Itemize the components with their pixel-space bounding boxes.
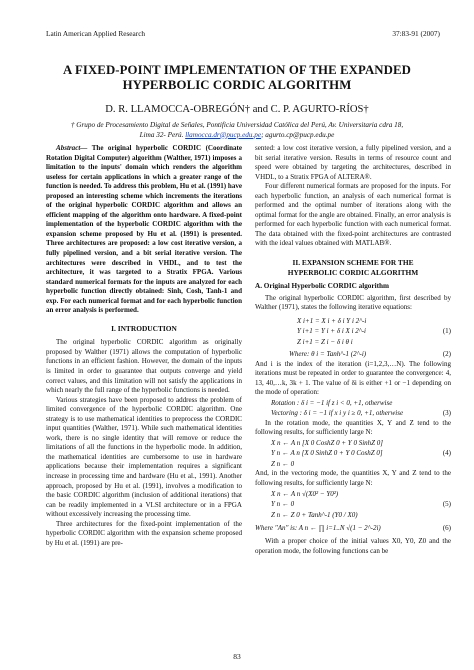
equation-5a: X n ← A n √(X0² − Y0²): [271, 489, 339, 498]
equation-number-2: (2): [442, 350, 451, 359]
affiliation-location: Lima 32- Perú.: [139, 130, 184, 139]
left-column: [46, 144, 242, 548]
abstract-text: The original hyperbolic CORDIC (Coordinate Rotation Digital Computer) algorithm (Walther, 1971) imposes a limitation to the inputs' domain which renders the algorithm useless for certain applications in which a greater range of the function is needed. To address this problem, Hu et al. (1991) have proposed an interesting scheme which increments the iterations of the original hyperbolic CORDIC algorithm and allows an efficient mapping of the algorithm onto hardware. A fixed-point implementation of the hyperbolic CORDIC algorithm with the expansion scheme proposed by Hu et al. (1991) is presented. Three architectures are proposed: a low cost iterative version, a fully pipelined version, and a bit serial iterative version. The architectures were described in VHDL, and to test the architecture, it was targeted to a Stratix FPGA. Various standard numerical formats for the inputs are analyzed for each hyperbolic function directly obtained: Sinh, Cosh, Tanh-1 and exp. For each numerical format and for each hyperbolic function an error analysis is performed.: [46, 144, 242, 315]
equation-number-1: (1): [442, 327, 451, 336]
right-paragraph-1: sented: a low cost iterative version, a fully pipelined version, and a bit serial iterative version. Results in terms of resource count and speed were obtained by targeting the architectures, described in VHDL, to a Stratix FPGA of ALTERA®.: [255, 144, 451, 181]
abstract: [46, 144, 242, 316]
journal-name: Latin American Applied Research: [46, 29, 146, 38]
equation-4b: Y n ← A n [X 0 SinhZ 0 + Y 0 CoshZ 0] (4): [271, 449, 451, 458]
equation-1c: Z i+1 = Z i − δ i θ i: [297, 337, 353, 346]
affiliation: [52, 121, 422, 140]
equation-number-4: (4): [442, 449, 451, 458]
closing-paragraph: With a proper choice of the initial values X0, Y0, Z0 and the operation mode, the following functions can be: [255, 537, 451, 555]
title-line-1: A FIXED-POINT IMPLEMENTATION OF THE EXPANDED: [63, 63, 411, 77]
equation-number-3: (3): [442, 409, 451, 418]
equation-4c: Z n ← 0: [271, 459, 295, 468]
section-heading-expansion-line-2: HYPERBOLIC CORDIC ALGORITHM: [287, 267, 419, 277]
equation-5b: Y n ← 0 (5): [271, 500, 451, 509]
equation-number-6: (6): [442, 524, 451, 533]
affiliation-line-2: [52, 131, 422, 141]
email-secondary: ; agurto.cp@pucp.edu.pe: [261, 130, 335, 139]
email-link[interactable]: llamocca.dr@pucp.edu.pe: [185, 130, 262, 139]
abstract-label: Abstract—: [56, 144, 88, 152]
paragraph-after-eq3: In the rotation mode, the quantities X, Y and Z tend to the following results, for sufficiently large N:: [255, 418, 451, 437]
section-heading-introduction: I. INTRODUCTION: [111, 323, 177, 333]
subsection-a-paragraph: The original hyperbolic CORDIC algorithm, first described by Walther (1971), states the following iterative equations:: [255, 293, 451, 312]
section-heading-expansion-line-1: II. EXPANSION SCHEME FOR THE: [292, 258, 414, 268]
equation-1b: Y i+1 = Y i + δ i X i 2^-i (1): [297, 327, 451, 336]
intro-paragraph-2: Various strategies have been proposed to address the problem of limited convergence of the hyperbolic CORDIC algorithm. One strategy is to use mathematical identities to preprocess the CORDIC input quantities (Walther, 1971). While such mathematical identities work, there is no single identity that will remove or reduce the limitations of all the functions in the hyperbolic mode. In addition, the mathematical identities are cumbersome to use in hardware applications because their implementation requires a significant increase in processing time and hardware (Hu et al., 1991). Another approach, proposed by Hu et al. (1991), involves a modification to the basic CORDIC algorithm (inclusion of additional iterations) that can be readily implemented in a VLSI architecture or in a FPGA without excessively increasing the processing time.: [46, 395, 242, 519]
paragraph-after-eq2: And i is the index of the iteration (i=1,2,3,…N). The following iterations must be repeated in order to guarantee the convergence: 4, 13, 40,…k, 3k + 1. The value of δi is either +1 or −1 depending on the mode of operation:: [255, 359, 451, 397]
affiliation-line-1: † Grupo de Procesamiento Digital de Señales, Pontificia Universidad Católica del Perú, Av. Universitaria cdra 18,: [70, 121, 404, 129]
intro-paragraph-1: The original hyperbolic CORDIC algorithm as originally proposed by Walther (1971) allows the computation of hyperbolic functions in an efficient fashion. However, the domain of the inputs is limited in order to guarantee that outputs converge and yield correct values, and this limitation will not satisfy the applications in which nearly the full range of the hyperbolic functions is needed.: [46, 338, 242, 395]
equation-5c: Z n ← Z 0 + Tanh^-1 (Y0 / X0): [271, 510, 358, 519]
equation-6: Where "An" is: A n ← ∏ i=1..N √(1 − 2^-2i) (6): [255, 520, 451, 537]
authors: D. R. LLAMOCCA-OBREGÓN† and C. P. AGURTO-RÍOS†: [105, 104, 369, 115]
equation-2: Where: θ i = Tanh^-1 (2^-i) (2): [289, 350, 451, 359]
equation-number-5: (5): [442, 500, 451, 509]
right-paragraph-2: Four different numerical formats are proposed for the inputs. For each hyperbolic function, an analysis of each numerical format is performed and the optimal number of iterations along with the optimal format for the angle are obtained. Finally, an error analysis is performed for each hyperbolic function with each numerical format. The data obtained with the fixed-point architectures are contrasted with the ideal values obtained with MATLAB®.: [255, 182, 451, 248]
paper-title: [0, 63, 474, 93]
title-line-2: HYPERBOLIC CORDIC ALGORITHM: [122, 78, 352, 92]
paragraph-after-eq4: And, in the vectoring mode, the quantities X, Y and Z tend to the following results, for sufficiently large N:: [255, 469, 451, 487]
citation: 37:83-91 (2007): [392, 29, 440, 38]
section-heading-expansion: [255, 258, 451, 277]
intro-paragraph-3: Three architectures for the fixed-point implementation of the hyperbolic CORDIC algorithm with the expansion scheme proposed by Hu et al. (1991) are pre-: [46, 519, 242, 547]
equation-4a: X n ← A n [X 0 CoshZ 0 + Y 0 SinhZ 0]: [271, 438, 384, 447]
right-column: [255, 144, 451, 556]
equation-3b: Vectoring : δ i = −1 if x i y i ≥ 0, +1, otherwise (3): [271, 409, 451, 418]
equation-3a: Rotation : δ i = −1 if z i < 0, +1, otherwise: [271, 398, 393, 407]
subsection-heading-a: A. Original Hyperbolic CORDIC algorithm: [255, 282, 389, 291]
page-number: 83: [233, 652, 241, 661]
equation-1a: X i+1 = X i + δ i Y i 2^-i: [297, 316, 367, 325]
